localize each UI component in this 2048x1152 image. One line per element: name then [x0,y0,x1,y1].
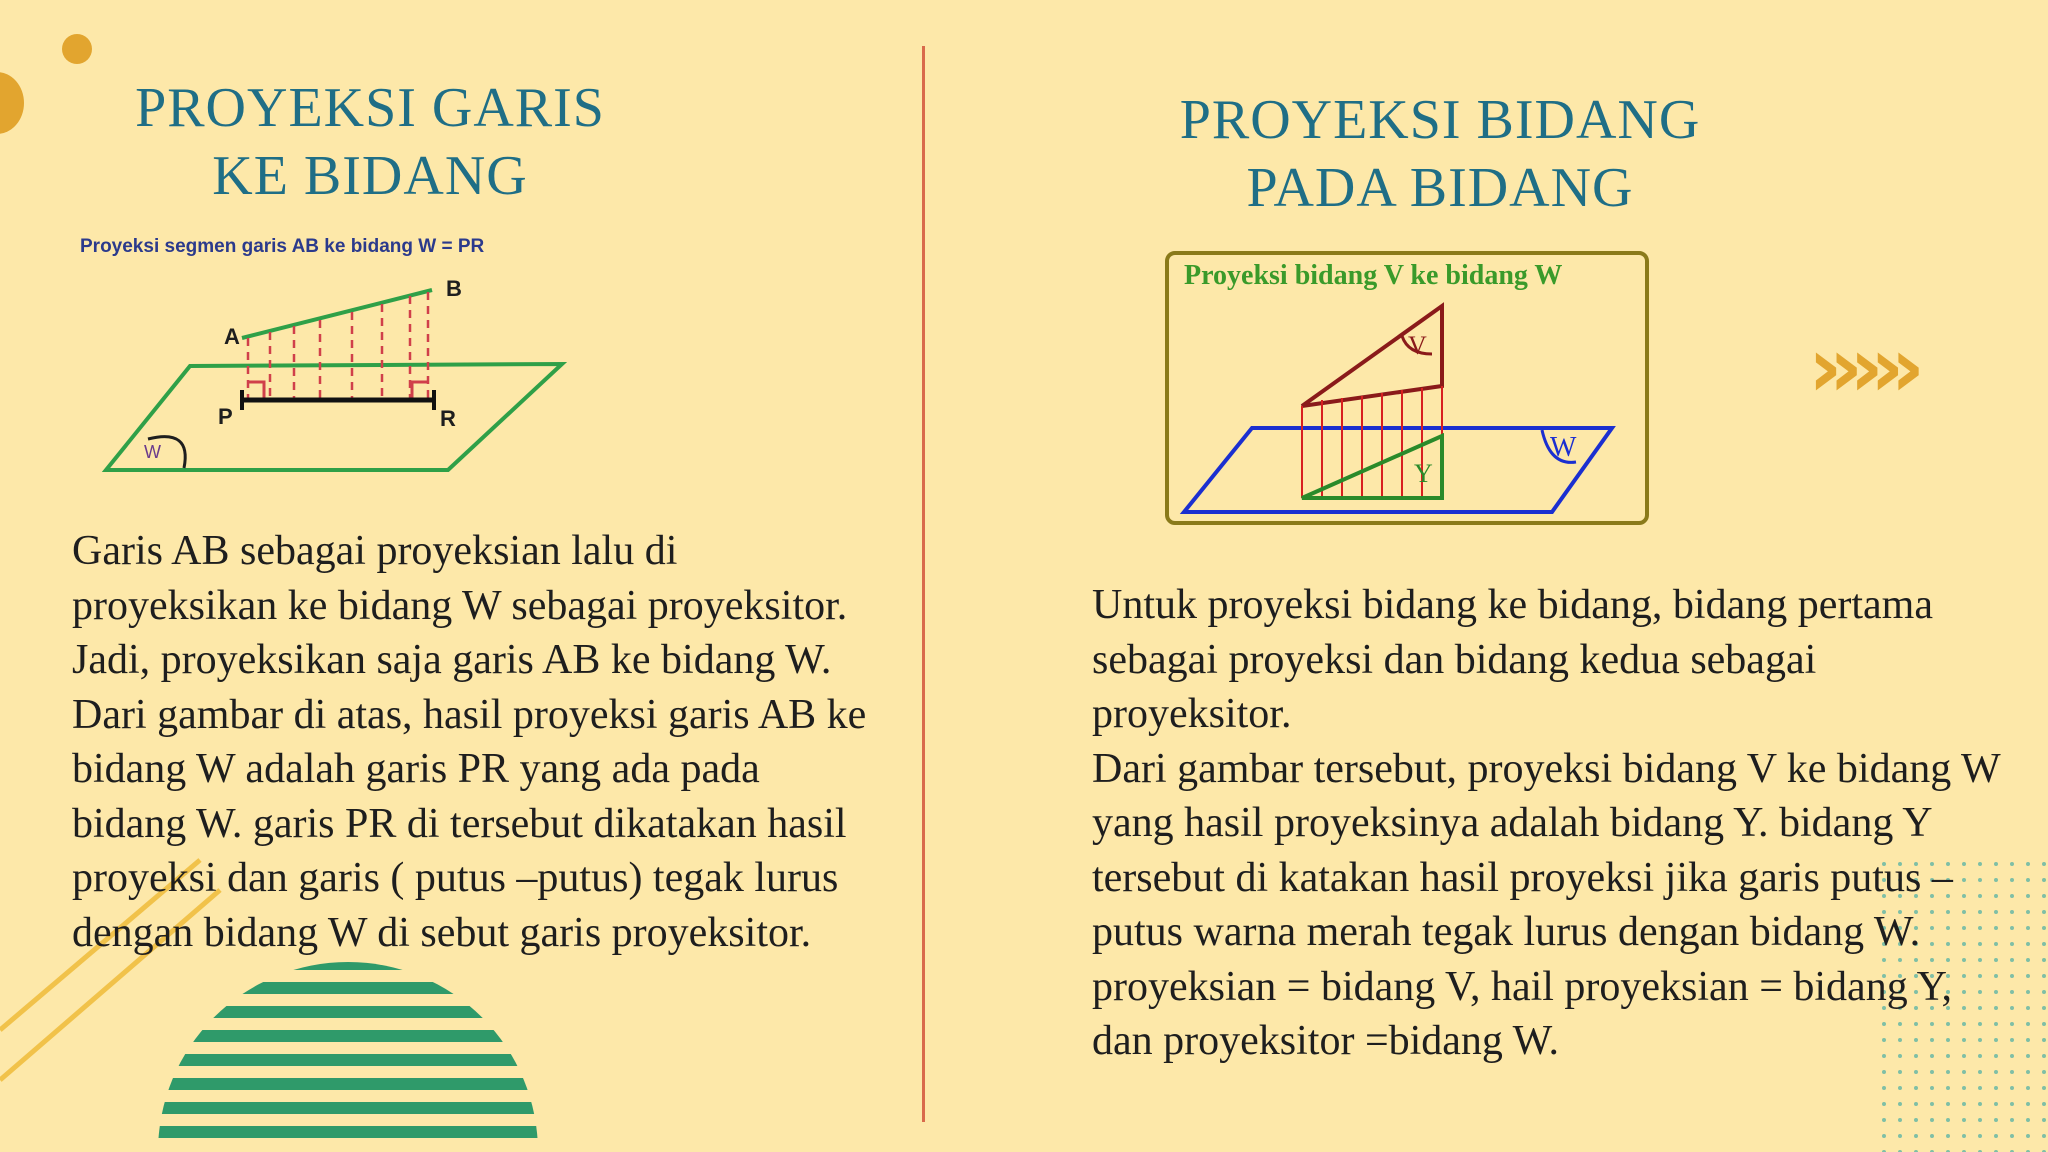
left-figure-caption: Proyeksi segmen garis AB ke bidang W = PR [80,236,485,257]
right-angle-p [248,382,264,400]
column-divider [922,46,925,1122]
projector-lines [248,292,428,400]
label-y: Y [1414,459,1433,488]
label-v: V [1408,331,1427,360]
chevrons-decoration: ››››› [1808,318,1912,416]
right-paragraph-1: Untuk proyeksi bidang ke bidang, bidang pertama sebagai proyeksi dan bidang kedua sebagai proyeksitor. [1092,582,1933,737]
left-title [70,74,670,210]
left-body [72,524,872,960]
right-title-line2: PADA BIDANG [1246,157,1634,219]
right-body [1092,578,2012,1069]
right-title [1130,86,1750,222]
label-w: W [1550,432,1577,463]
left-paragraph-2: Dari gambar di atas, hasil proyeksi garis AB ke bidang W adalah garis PR yang ada pada bidang W. garis PR di tersebut dikatakan hasil proyeksi dan garis ( putus –putus) tegak lurus dengan bidang W di sebut garis proyeksitor. [72,691,867,956]
right-title-line1: PROYEKSI BIDANG [1179,89,1701,151]
plane-w [106,364,562,470]
right-figure [1164,250,1650,528]
label-r: R [440,406,456,431]
label-b: B [446,276,462,301]
segment-ab [242,290,432,338]
left-paragraph-1: Garis AB sebagai proyeksian lalu di proyeksikan ke bidang W sebagai proyeksitor. Jadi, proyeksikan saja garis AB ke bidang W. [72,528,848,683]
label-a: A [224,324,240,349]
right-paragraph-2: Dari gambar tersebut, proyeksi bidang V ke bidang W yang hasil proyeksinya adalah bidang Y. bidang Y tersebut di katakan hasil proyeksi jika garis putus –putus warna merah tegak lurus dengan bidang W. proyeksian = bidang V, hail proyeksian = bidang Y, dan proyeksitor =bidang W. [1092,745,2000,1064]
label-p: P [218,404,233,429]
decor-dot-large [0,72,24,134]
decor-dot-small [62,34,92,64]
right-figure-caption: Proyeksi bidang V ke bidang W [1184,260,1563,291]
label-w: W [144,442,161,462]
right-angle-r [412,382,428,400]
left-title-line1: PROYEKSI GARIS [135,77,605,139]
left-figure [70,232,610,482]
left-title-line2: KE BIDANG [212,145,528,207]
